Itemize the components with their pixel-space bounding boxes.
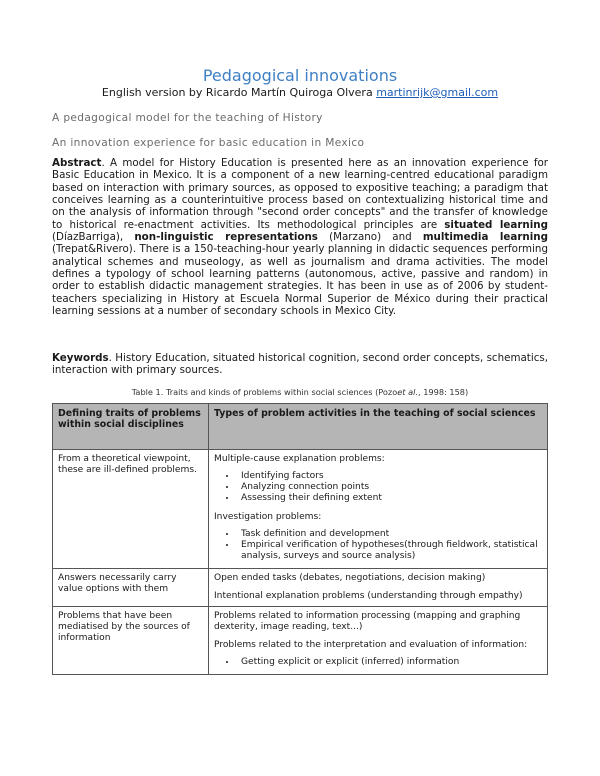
header-defining-traits: Defining traits of problems within social disciplines (53, 404, 209, 450)
author-email-link[interactable]: martinrijk@gmail.com (376, 86, 499, 99)
abstract-text-1: . A model for History Education is presented here as an innovation experience for Basic Education in Mexico. It is a component of a new learning-centred educational paradigm based on interaction with primary sources, as opposed to expositive teaching; a paradigm that conceives learning as a counterintuitive process based on contextualizing historical time and on the analysis of information through "second order concepts" and the transfer of knowledge to historical re-enactment activities. Its methodological principles are (52, 157, 548, 231)
problem-heading: Investigation problems: (214, 512, 322, 522)
author-byline (52, 86, 548, 99)
caption-etal: et al. (397, 387, 418, 397)
keywords-label: Keywords (52, 352, 109, 364)
keywords-paragraph (52, 352, 548, 377)
list-item: • Getting explicit or explicit (inferred) information (237, 657, 542, 668)
trait-cell: From a theoretical viewpoint, these are ill-defined problems. (53, 450, 209, 569)
list-item: • Empirical verification of hypotheses(through fieldwork, statistical analysis, surveys and source analysis) (237, 540, 542, 562)
table-header-row (53, 404, 548, 450)
problem-heading: Problems related to the interpretation and evaluation of information: (214, 640, 528, 650)
keywords-text: . History Education, situated historical cognition, second order concepts, schematics, interaction with primary sources. (52, 352, 548, 377)
caption-text: Table 1. Traits and kinds of problems within social sciences (Pozo (131, 387, 398, 397)
list-item: • Identifying factors (237, 471, 542, 482)
bullet-list (214, 471, 542, 504)
list-item: • Analyzing connection points (237, 482, 542, 493)
list-item: • Task definition and development (237, 529, 542, 540)
abstract-paragraph (52, 157, 548, 317)
problem-heading: Multiple-cause explanation problems: (214, 454, 385, 464)
problem-heading: Intentional explanation problems (understanding through empathy) (214, 591, 523, 601)
problem-types-cell (209, 607, 548, 675)
abstract-bold-situated: situated learning (444, 218, 548, 231)
trait-cell: Problems that have been mediatised by the sources of information (53, 607, 209, 675)
table-row (53, 450, 548, 569)
header-problem-types: Types of problem activities in the teaching of social sciences (209, 404, 548, 450)
table-caption (52, 387, 548, 397)
caption-citation: , 1998: 158) (417, 387, 469, 397)
problem-types-cell (209, 450, 548, 569)
bullet-list (214, 657, 542, 668)
abstract-bold-multimedia: multimedia learning (422, 231, 548, 244)
abstract-text-2: (DíazBarriga), (52, 231, 135, 244)
abstract-text-4: (Trepat&Rivero). There is a 150-teaching-hour yearly planning in didactic sequences performing analytical schemes and museology, as well as journalism and drama activities. The model defines a typology of school learning patterns (autonomous, active, passive and random) in order to establish didactic management strategies. It has been in use as of 2006 by student-teachers specializing in History at Escuela Normal Superior de México during their practical learning sessions at a number of secondary schools in Mexico City. (52, 243, 548, 318)
abstract-text-3: (Marzano) and (317, 231, 423, 244)
abstract-label: Abstract (52, 157, 102, 169)
problem-heading: Open ended tasks (debates, negotiations, decision making) (214, 573, 486, 583)
bullet-list (214, 529, 542, 562)
table-row (53, 569, 548, 607)
subtitle-model: A pedagogical model for the teaching of History (52, 112, 323, 124)
list-item: • Assessing their defining extent (237, 493, 542, 504)
subtitle-experience: An innovation experience for basic education in Mexico (52, 137, 365, 149)
trait-cell: Answers necessarily carry value options with them (53, 569, 209, 607)
problem-types-cell (209, 569, 548, 607)
document-title: Pedagogical innovations (202, 66, 398, 85)
abstract-bold-nonlinguistic: non-linguistic representations (134, 231, 318, 244)
problem-heading: Problems related to information processing (mapping and graphing dexterity, image reading, text...) (214, 611, 521, 632)
traits-table (52, 403, 548, 675)
table-row (53, 607, 548, 675)
author-text: English version by Ricardo Martín Quiroga Olvera (101, 86, 373, 99)
